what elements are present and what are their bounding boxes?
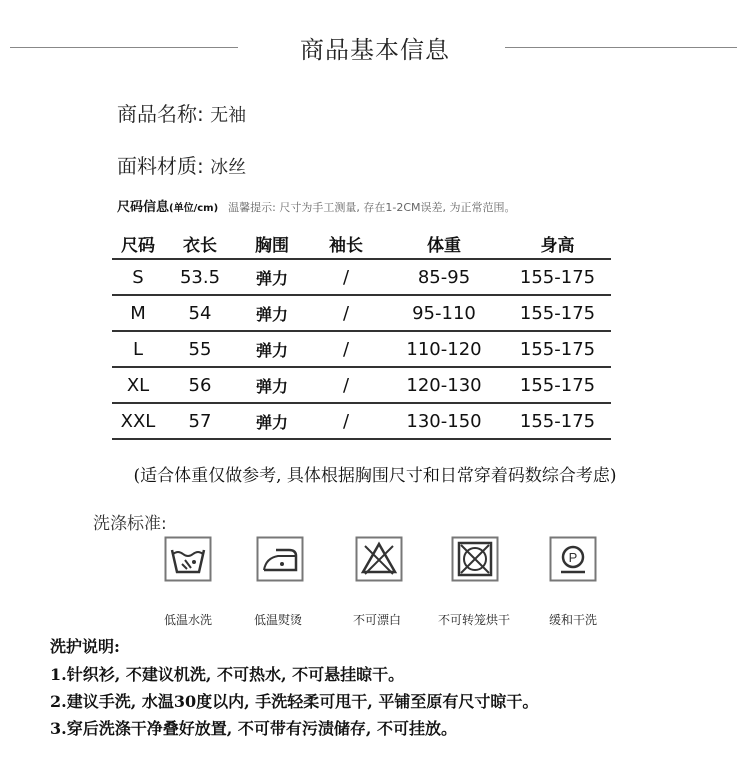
cell-length: 54 [164, 295, 236, 331]
cell-length: 57 [164, 403, 236, 439]
cell-height: 155-175 [504, 367, 611, 403]
size-info-unit: (单位/cm) [169, 203, 219, 214]
cell-chest: 弹力 [236, 331, 308, 367]
care-item-1: 1.针织衫, 不建议机洗, 不可热水, 不可悬挂晾干。 [50, 665, 405, 684]
product-material-value: 冰丝 [210, 157, 247, 178]
cell-sleeve: / [308, 403, 384, 439]
weight-note: (适合体重仅做参考, 具体根据胸围尺寸和日常穿着码数综合考虑) [133, 466, 617, 486]
svg-text:P: P [568, 550, 578, 565]
cell-sleeve: / [308, 295, 384, 331]
cell-height: 155-175 [504, 259, 611, 295]
table-row [112, 295, 611, 331]
care-item-3: 3.穿后洗涤干净叠好放置, 不可带有污渍储存, 不可挂放。 [50, 719, 457, 738]
cell-height: 155-175 [504, 295, 611, 331]
cell-weight: 95-110 [384, 295, 504, 331]
gentle-dry-clean-label: 缓和干洗 [548, 613, 597, 627]
cell-weight: 120-130 [384, 367, 504, 403]
cell-size: M [112, 295, 164, 331]
size-info [117, 196, 515, 215]
cell-chest: 弹力 [236, 259, 308, 295]
header-weight: 体重 [384, 228, 504, 259]
header-size: 尺码 [112, 228, 164, 259]
gentle-dry-clean-icon [549, 536, 597, 582]
product-name [117, 98, 246, 127]
wash-label: 洗涤标准: [93, 514, 167, 534]
no-bleach-icon [355, 536, 403, 582]
size-table-header [112, 228, 611, 259]
cell-length: 53.5 [164, 259, 236, 295]
no-bleach-label: 不可漂白 [352, 613, 401, 627]
table-row [112, 403, 611, 439]
low-temp-iron-icon [256, 536, 304, 582]
no-tumble-dry-icon [451, 536, 499, 582]
cell-sleeve: / [308, 259, 384, 295]
title-line-right [505, 47, 737, 48]
care-title: 洗护说明: [50, 637, 120, 656]
cell-sleeve: / [308, 367, 384, 403]
low-temp-iron-label: 低温熨烫 [253, 613, 302, 627]
cell-height: 155-175 [504, 403, 611, 439]
low-temp-wash-icon [164, 536, 212, 582]
table-row [112, 367, 611, 403]
size-table [112, 228, 611, 440]
cell-weight: 110-120 [384, 331, 504, 367]
product-material-label: 面料材质: [117, 154, 204, 178]
cell-sleeve: / [308, 331, 384, 367]
cell-size: L [112, 331, 164, 367]
size-info-tip: 温馨提示: 尺寸为手工测量, 存在1-2CM误差, 为正常范围。 [228, 201, 516, 214]
cell-height: 155-175 [504, 331, 611, 367]
table-row [112, 331, 611, 367]
cell-length: 55 [164, 331, 236, 367]
table-row [112, 259, 611, 295]
product-name-label: 商品名称: [117, 102, 204, 126]
size-info-label: 尺码信息 [117, 200, 170, 215]
product-name-value: 无袖 [210, 105, 247, 126]
care-item-2: 2.建议手洗, 水温30度以内, 手洗轻柔可甩干, 平铺至原有尺寸晾干。 [50, 692, 539, 711]
cell-chest: 弹力 [236, 403, 308, 439]
cell-chest: 弹力 [236, 295, 308, 331]
cell-weight: 130-150 [384, 403, 504, 439]
product-material [117, 150, 246, 179]
page-title: 商品基本信息 [300, 36, 450, 64]
cell-size: XXL [112, 403, 164, 439]
low-temp-wash-label: 低温水洗 [163, 613, 212, 627]
header-length: 衣长 [164, 228, 236, 259]
header-height: 身高 [504, 228, 611, 259]
cell-length: 56 [164, 367, 236, 403]
header-sleeve: 袖长 [308, 228, 384, 259]
cell-chest: 弹力 [236, 367, 308, 403]
cell-size: S [112, 259, 164, 295]
cell-weight: 85-95 [384, 259, 504, 295]
header-chest: 胸围 [236, 228, 308, 259]
no-tumble-dry-label: 不可转笼烘干 [437, 613, 510, 627]
cell-size: XL [112, 367, 164, 403]
